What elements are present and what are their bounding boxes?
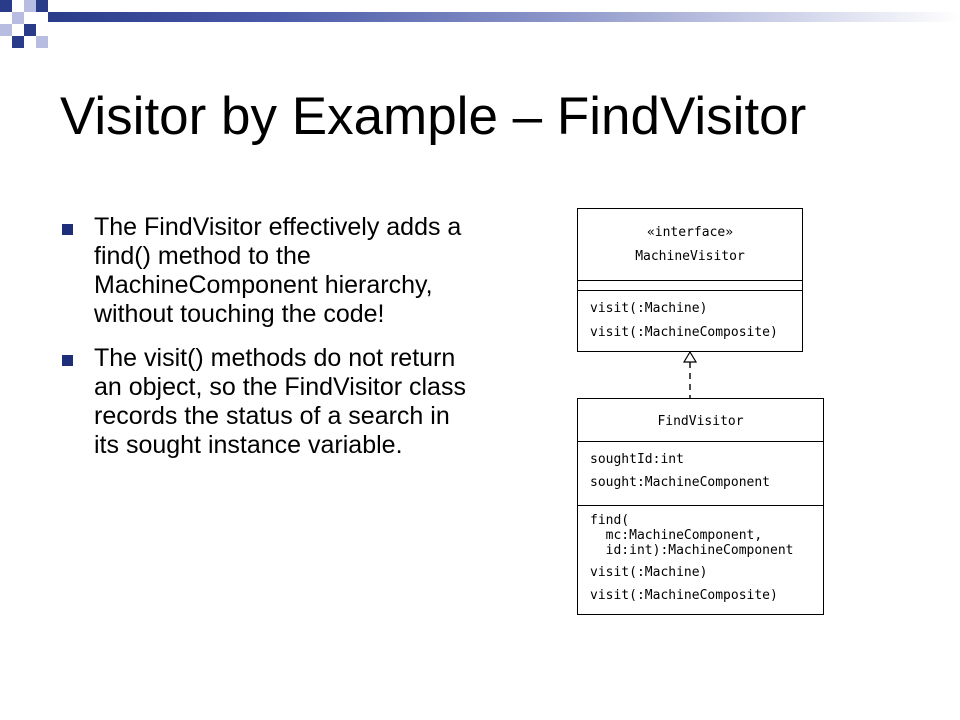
slide-title: Visitor by Example – FindVisitor <box>60 87 807 146</box>
bullet-text: The visit() methods do not return an object, so the FindVisitor class records the status of a search in its sought instance variable. <box>94 344 466 459</box>
bullet-item <box>60 344 470 460</box>
deco-square <box>0 0 12 12</box>
uml-method: find( <box>590 513 630 528</box>
hollow-triangle-icon <box>684 352 696 362</box>
uml-method: id:int):MachineComponent <box>590 543 794 558</box>
bullet-list <box>60 213 470 475</box>
square-bullet-icon <box>62 355 73 366</box>
uml-stereotype: «interface» <box>646 225 734 240</box>
uml-class-box <box>577 398 824 615</box>
uml-class-name: FindVisitor <box>657 414 744 429</box>
uml-field: sought:MachineComponent <box>590 475 771 490</box>
uml-divider <box>578 280 802 281</box>
deco-square <box>36 0 48 12</box>
deco-square <box>12 36 24 48</box>
uml-field: soughtId:int <box>590 452 684 467</box>
header-gradient-bar <box>48 12 960 22</box>
uml-method: visit(:Machine) <box>590 301 708 316</box>
deco-square <box>24 0 36 12</box>
deco-square <box>24 24 36 36</box>
bullet-text: The FindVisitor effectively adds a find() method to the MachineComponent hierarchy, without touching the code! <box>94 213 462 328</box>
uml-method: visit(:Machine) <box>590 565 708 580</box>
uml-divider <box>578 505 823 506</box>
deco-square <box>0 24 12 36</box>
header-decoration <box>0 0 960 60</box>
uml-interface-name: MachineVisitor <box>635 249 745 264</box>
uml-method: mc:MachineComponent, <box>590 528 763 543</box>
uml-method: visit(:MachineComposite) <box>590 588 778 603</box>
uml-method: visit(:MachineComposite) <box>590 325 778 340</box>
uml-interface-box <box>577 208 803 352</box>
uml-divider <box>578 441 823 442</box>
deco-square <box>12 12 24 24</box>
deco-square <box>36 36 48 48</box>
square-bullet-icon <box>62 224 73 235</box>
bullet-item <box>60 213 470 329</box>
uml-divider <box>578 290 802 291</box>
realization-arrow <box>675 350 705 402</box>
